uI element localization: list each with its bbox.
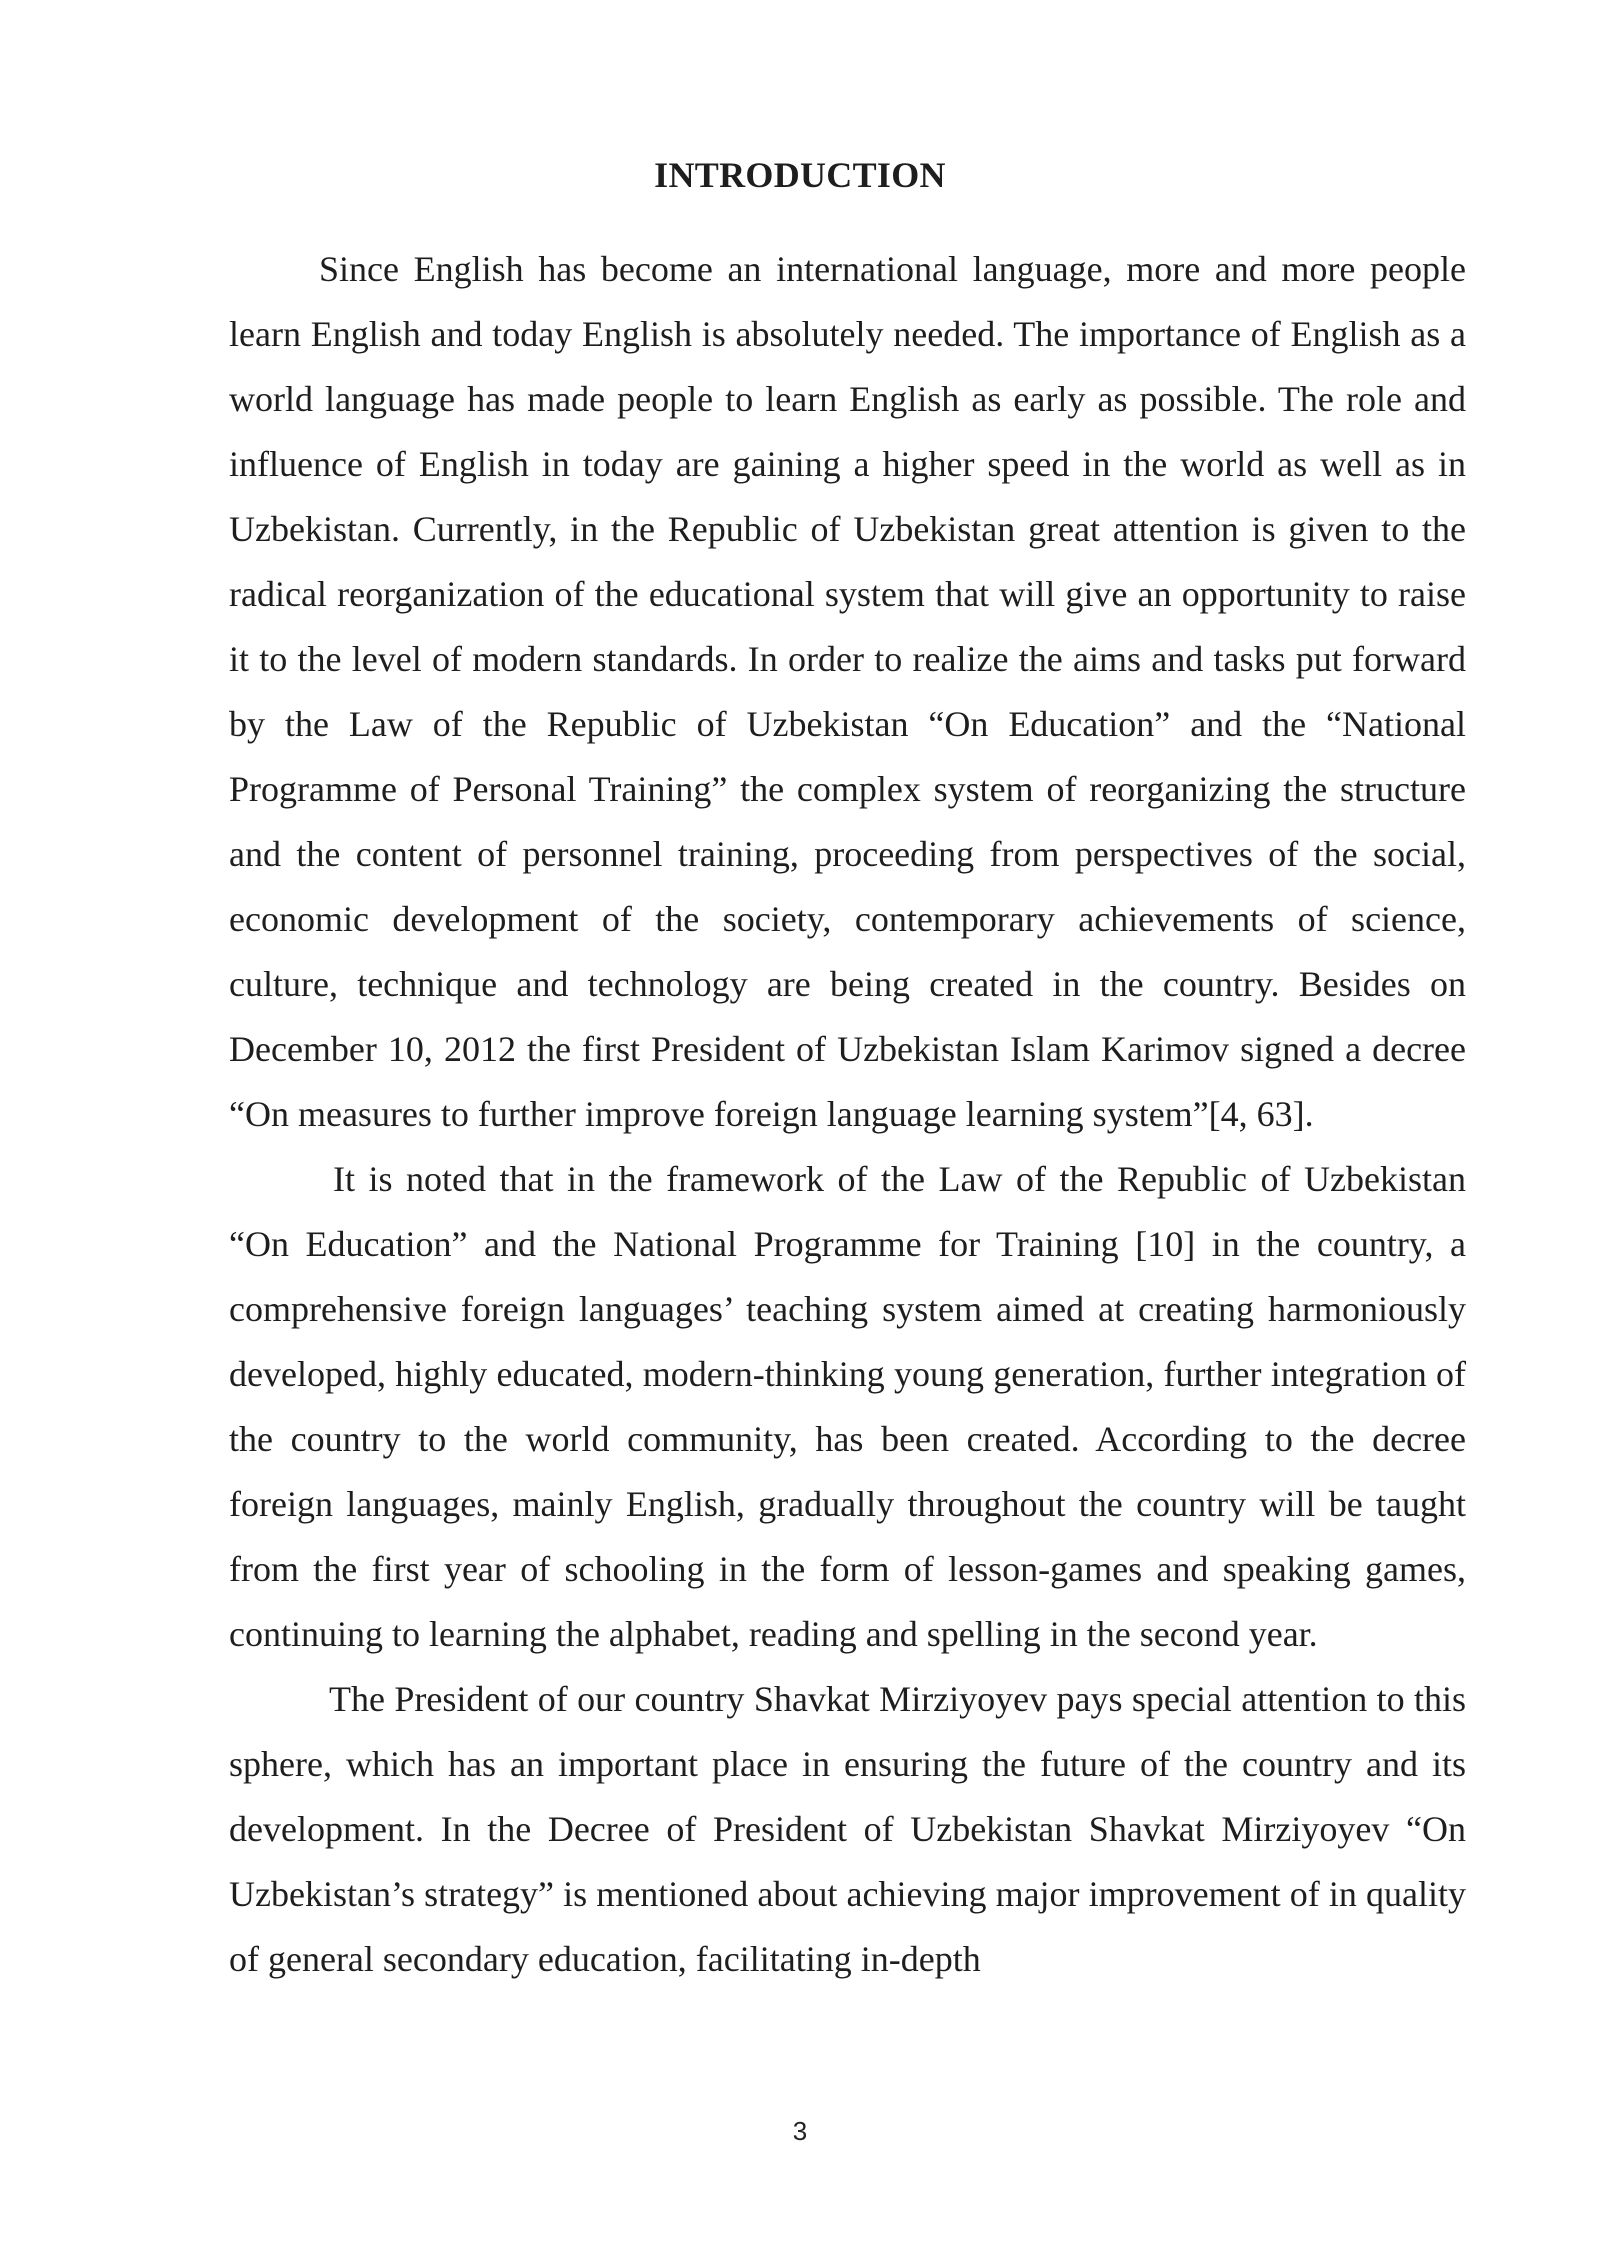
paragraph-2: It is noted that in the framework of the Law of the Republic of Uzbekistan “On Education” and the National Programme for Training [10] in the country, a comprehensive foreign languages’ teaching system aimed at creating harmoniously developed, highly educated, modern-thinking young generation, further integration of the country to the world community, has been created. According to the decree foreign languages, mainly English, gradually throughout the country will be taught from the first year of schooling in the form of lesson-games and speaking games, continuing to learning the alphabet, reading and spelling in the second year.	[229, 1159, 1466, 1654]
section-heading: INTRODUCTION	[654, 155, 946, 195]
page-number: 3	[792, 2116, 808, 2146]
paragraph-3: The President of our country Shavkat Mirziyoyev pays special attention to this sphere, which has an important place in ensuring the future of the country and its development. In the Decree of President of Uzbekistan Shavkat Mirziyoyev “On Uzbekistan’s strategy” is mentioned about achieving major improvement of in quality of general secondary education, facilitating in-depth	[229, 1679, 1466, 1979]
paragraph-1: Since English has become an international language, more and more people learn English and today English is absolutely needed. The importance of English as a world language has made people to learn English as early as possible. The role and influence of English in today are gaining a higher speed in the world as well as in Uzbekistan. Currently, in the Republic of Uzbekistan great attention is given to the radical reorganization of the educational system that will give an opportunity to raise it to the level of modern standards. In order to realize the aims and tasks put forward by the Law of the Republic of Uzbekistan “On Education” and the “National Programme of Personal Training” the complex system of reorganizing the structure and the content of personnel training, proceeding from perspectives of the social, economic development of the society, contemporary achievements of science, culture, technique and technology are being created in the country. Besides on December 10, 2012 the first President of Uzbekistan Islam Karimov signed a decree “On measures to further improve foreign language learning system”[4, 63].	[229, 249, 1466, 1134]
body-text	[229, 237, 1466, 1992]
